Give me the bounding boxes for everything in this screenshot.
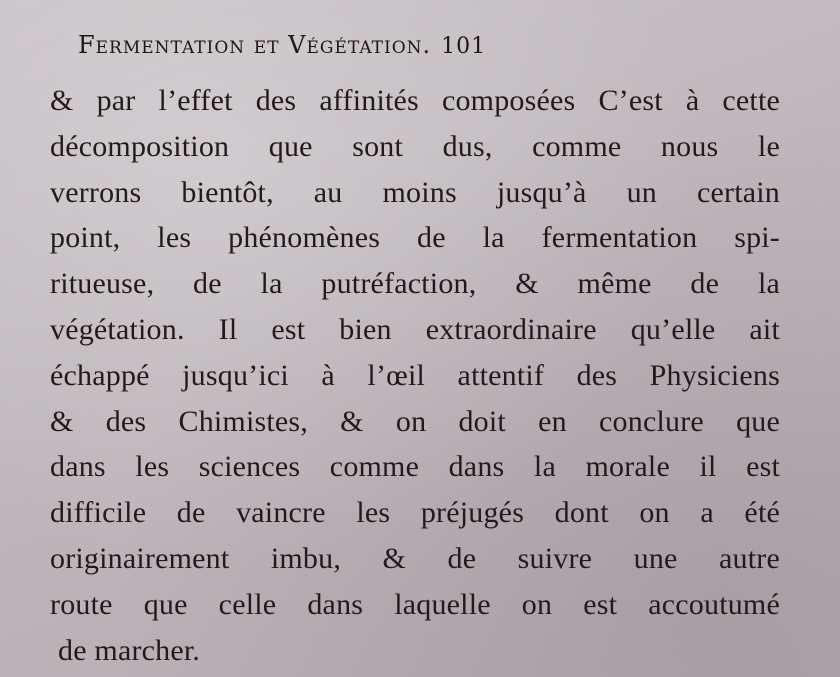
text-line: végétation. Il est bien extraordinaire qu’elle ait xyxy=(50,312,780,346)
text-line: & par l’effet des affinités composées C’est à cette xyxy=(50,84,780,117)
running-title: Fermentation et Végétation. xyxy=(78,31,432,59)
text-line: ritueuse, de la putréfaction, & même de la xyxy=(50,267,780,301)
text-line: échappé jusqu’ici à l’œil attentif des Physiciens xyxy=(50,358,780,392)
text-line: verrons bientôt, au moins jusqu’à un certain xyxy=(50,175,780,209)
text-line: point, les phénomènes de la fermentation spi- xyxy=(50,221,780,255)
text-line: décomposition que sont dus, comme nous le xyxy=(50,129,780,163)
text-line: dans les sciences comme dans la morale il est xyxy=(50,450,780,484)
text-line: difficile de vaincre les préjugés dont on a été xyxy=(50,496,780,530)
text-line: de marcher. xyxy=(58,633,201,667)
body-text xyxy=(50,78,780,673)
text-line: route que celle dans laquelle on est accoutumé xyxy=(50,587,780,621)
page-header xyxy=(78,20,778,70)
page-number: 101 xyxy=(441,34,487,59)
text-line: & des Chimistes, & on doit en conclure que xyxy=(50,404,780,438)
text-line: originairement imbu, & de suivre une autre xyxy=(50,541,780,575)
